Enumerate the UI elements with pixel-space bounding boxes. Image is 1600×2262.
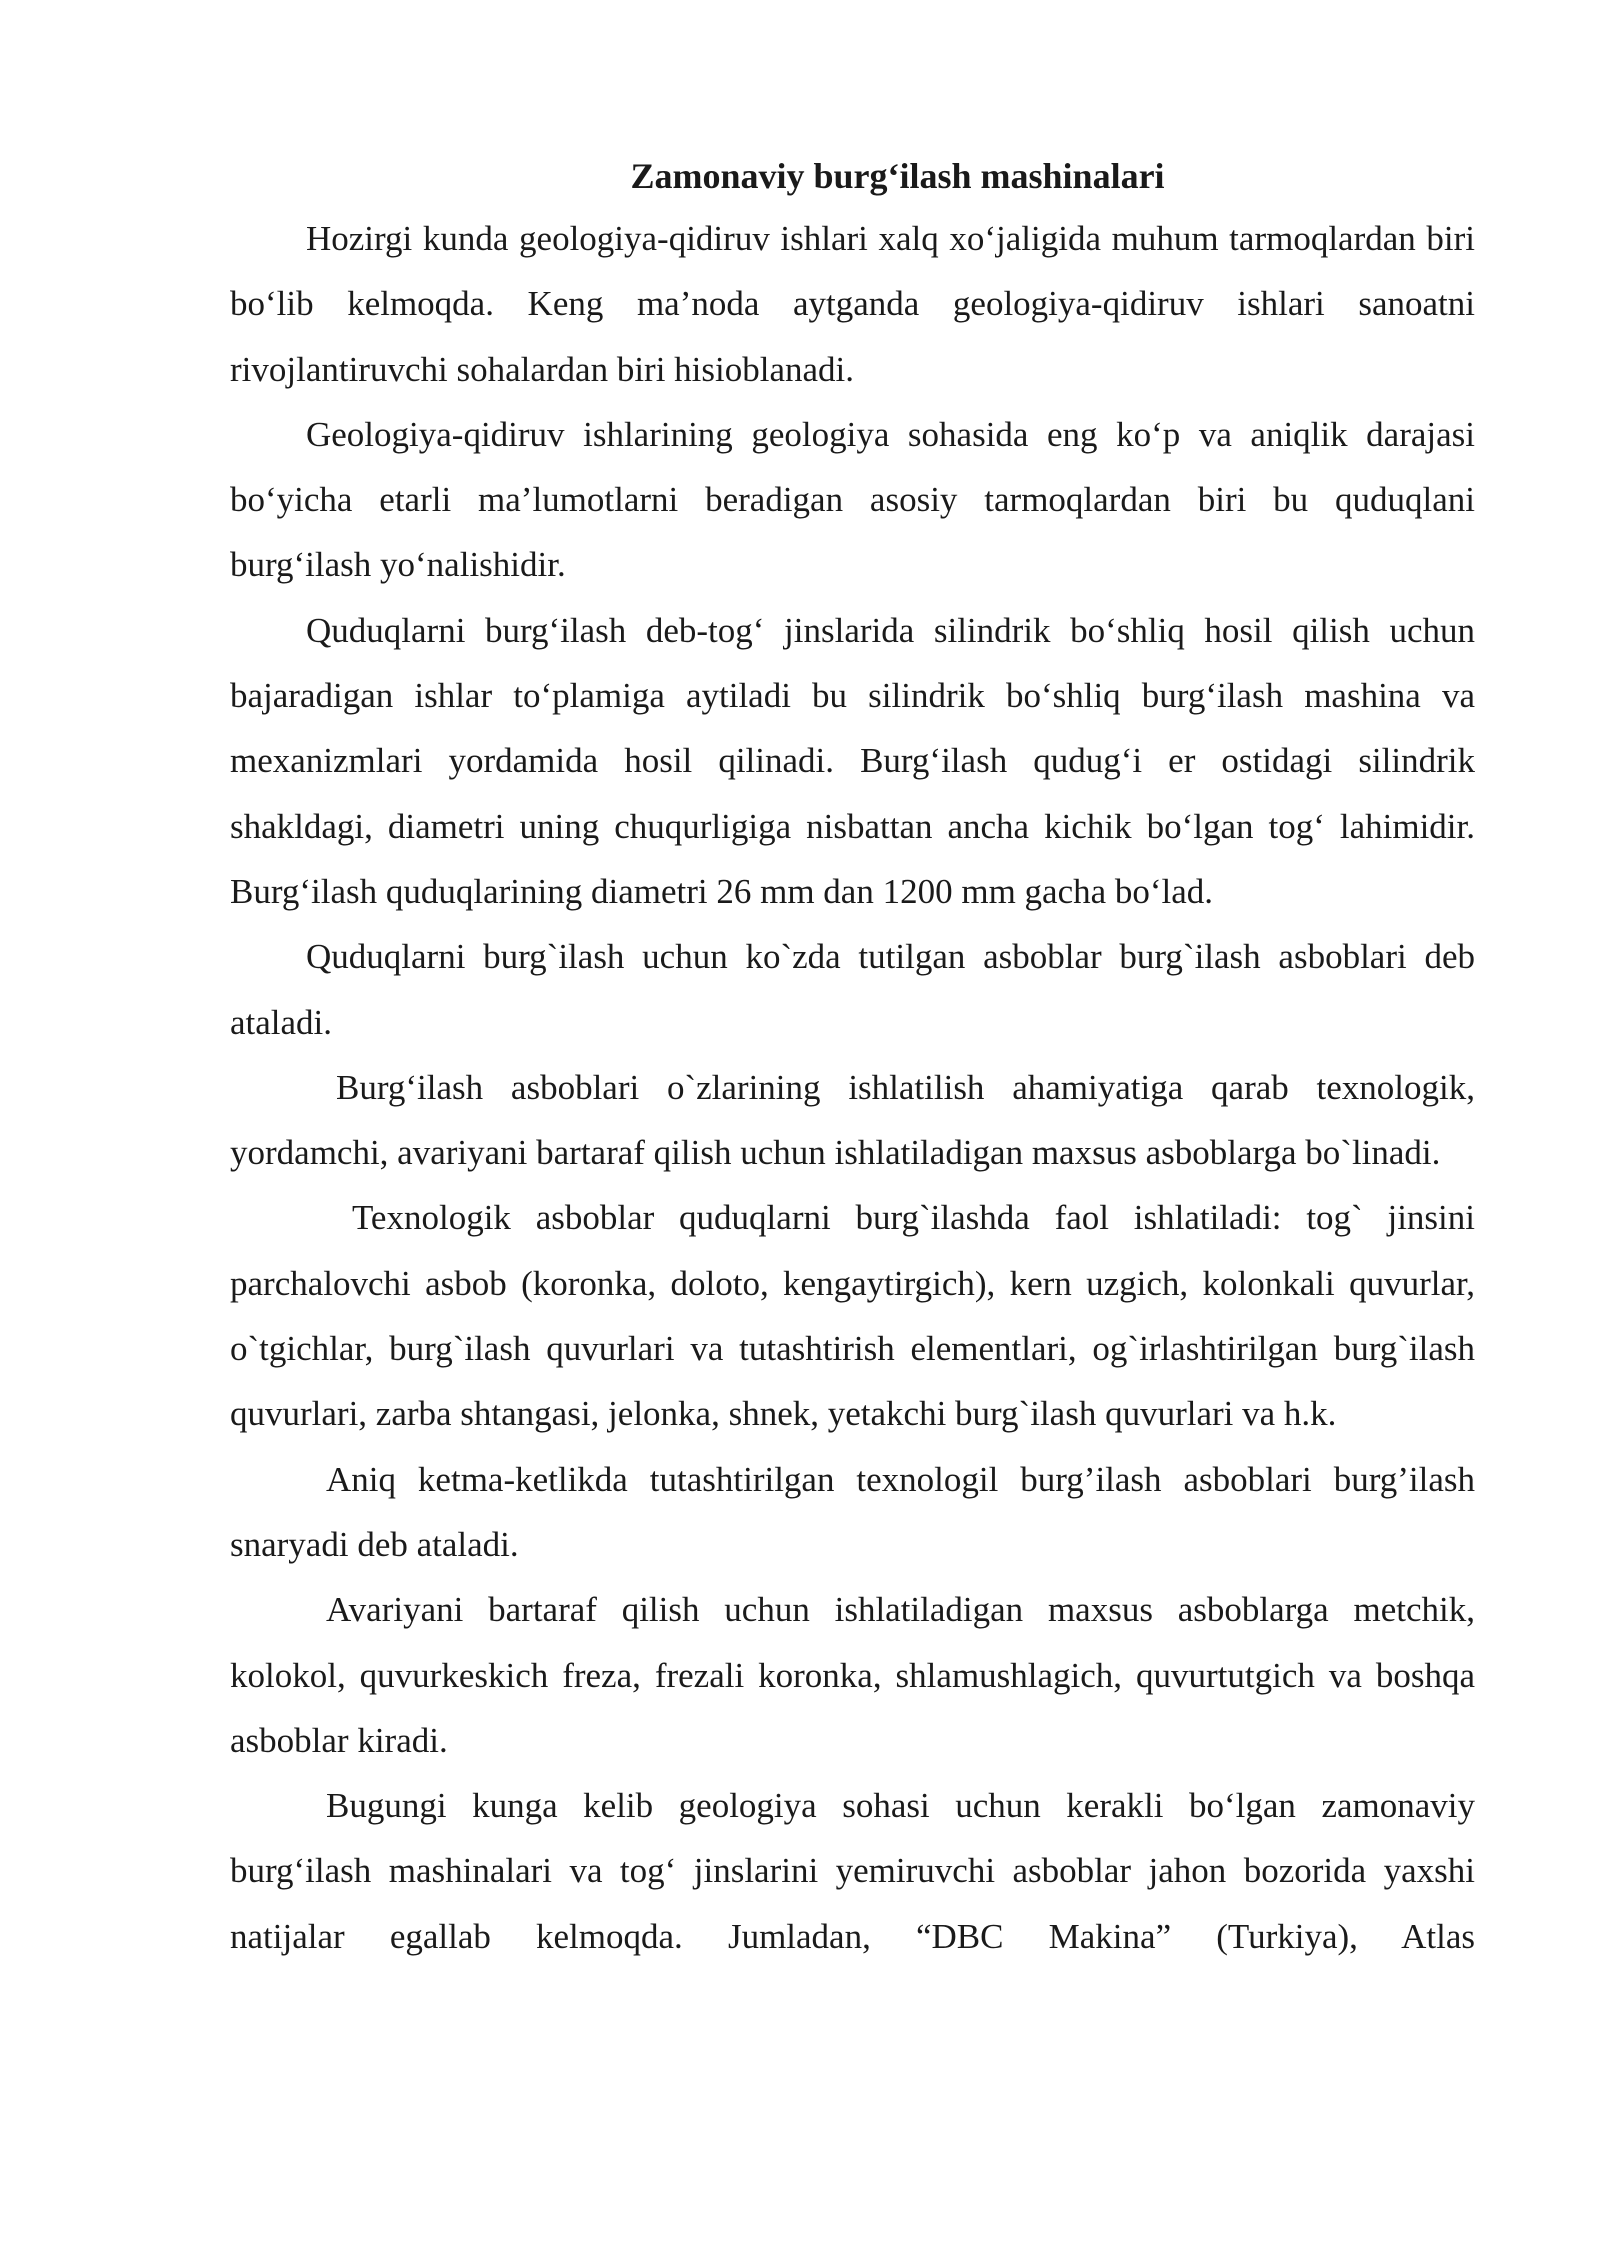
paragraph-2: Geologiya-qidiruv ishlarining geologiya sohasida eng ko‘p va aniqlik darajasi bo‘yicha etarli ma’lumotlarni beradigan asosiy tarmoqlardan biri bu quduqlani burg‘ilash yo‘nalishidir. bbox=[230, 414, 1475, 585]
paragraph-3: Quduqlarni burg‘ilash deb-tog‘ jinslarida silindrik bo‘shliq hosil qilish uchun bajaradigan ishlar to‘plamiga aytiladi bu silindrik bo‘shliq burg‘ilash mashina va mexanizmlari yordamida hosil qilinadi. Burg‘ilash qudug‘i er ostidagi silindrik shakldagi, diametri uning chuqurligiga nisbattan ancha kichik bo‘lgan tog‘ lahimidir. Burg‘ilash quduqlarining diametri 26 mm dan 1200 mm gacha bo‘lad. bbox=[230, 610, 1475, 911]
paragraph-9: Bugungi kunga kelib geologiya sohasi uchun kerakli bo‘lgan zamonaviy burg‘ilash mashinalari va tog‘ jinslarini yemiruvchi asboblar jahon bozorida yaxshi natijalar egallab kelmoqda. Jumladan, “DBC Makina” (Turkiya), Atlas bbox=[230, 1786, 1475, 1956]
document-title: Zamonaviy burg‘ilash mashinalari bbox=[630, 156, 1165, 196]
paragraph-5: Burg‘ilash asboblari o`zlarining ishlatilish ahamiyatiga qarab texnologik, yordamchi, avariyani bartaraf qilish uchun ishlatiladigan maxsus asboblarga bo`linadi. bbox=[230, 1067, 1475, 1173]
paragraph-1: Hozirgi kunda geologiya-qidiruv ishlari xalq xo‘jaligida muhum tarmoqlardan biri bo‘lib kelmoqda. Keng ma’noda aytganda geologiya-qidiruv ishlari sanoatni rivojlantiruvchi sohalardan biri hisioblanadi. bbox=[230, 219, 1475, 389]
paragraph-4: Quduqlarni burg`ilash uchun ko`zda tutilgan asboblar burg`ilash asboblari deb ataladi. bbox=[230, 937, 1475, 1042]
paragraph-8: Avariyani bartaraf qilish uchun ishlatiladigan maxsus asboblarga metchik, kolokol, quvurkeskich freza, frezali koronka, shlamushlagich, quvurtutgich va boshqa asboblar kiradi. bbox=[230, 1590, 1475, 1760]
paragraph-6: Texnologik asboblar quduqlarni burg`ilashda faol ishlatiladi: tog` jinsini parchalovchi asbob (koronka, doloto, kengaytirgich), kern uzgich, kolonkali quvurlar, o`tgichlar, burg`ilash quvurlari va tutashtirish elementlari, og`irlashtirilgan burg`ilash quvurlari, zarba shtangasi, jelonka, shnek, yetakchi burg`ilash quvurlari va h.k. bbox=[230, 1198, 1475, 1434]
paragraph-7: Aniq ketma-ketlikda tutashtirilgan texnologil burg’ilash asboblari burg’ilash snaryadi deb ataladi. bbox=[230, 1459, 1475, 1564]
document-body bbox=[230, 146, 1475, 1969]
